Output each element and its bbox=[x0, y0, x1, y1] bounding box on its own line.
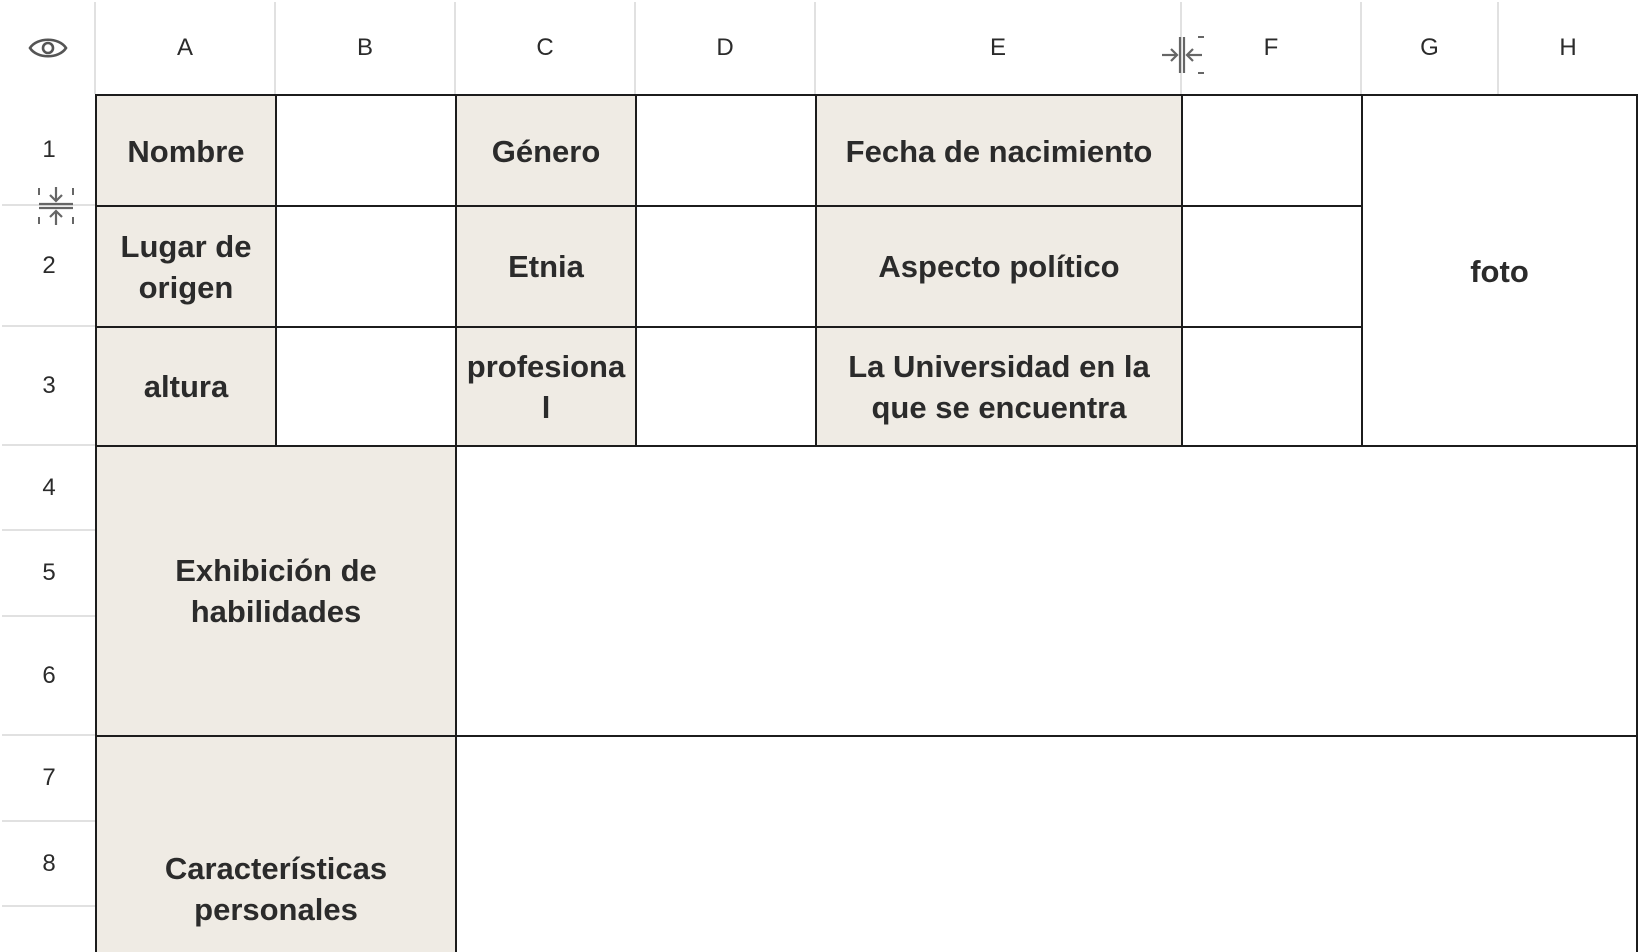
column-header-f[interactable]: F bbox=[1182, 2, 1362, 94]
cell-d1[interactable] bbox=[636, 96, 816, 206]
cell-a4-habilidades[interactable]: Exhibición de habilidades bbox=[96, 446, 456, 736]
cell-b2[interactable] bbox=[276, 206, 456, 327]
row-resize-icon[interactable] bbox=[36, 186, 76, 226]
row-header-2[interactable]: 2 bbox=[2, 206, 96, 327]
grid-line bbox=[95, 94, 1638, 96]
row-header-5[interactable]: 5 bbox=[2, 531, 96, 617]
cell-c1-genero[interactable]: Género bbox=[456, 96, 636, 206]
column-header-h[interactable]: H bbox=[1559, 34, 1577, 61]
cell-d3[interactable] bbox=[636, 327, 816, 446]
column-header-e[interactable]: E bbox=[816, 2, 1182, 94]
column-header-d[interactable]: D bbox=[636, 2, 816, 94]
grid-line bbox=[95, 445, 1638, 447]
cell-a7-caracteristicas[interactable]: Características personales bbox=[96, 736, 456, 952]
grid-line bbox=[95, 326, 1363, 328]
column-header-b[interactable]: B bbox=[276, 2, 456, 94]
cell-f2[interactable] bbox=[1182, 206, 1362, 327]
cell-e2-aspecto-politico[interactable]: Aspecto político bbox=[816, 206, 1182, 327]
cell-b1[interactable] bbox=[276, 96, 456, 206]
cell-d2[interactable] bbox=[636, 206, 816, 327]
cell-e1-fecha-nacimiento[interactable]: Fecha de nacimiento bbox=[816, 96, 1182, 206]
grid-line bbox=[95, 94, 97, 952]
grid-line bbox=[95, 205, 1363, 207]
grid-line bbox=[815, 94, 817, 446]
row-header-8[interactable]: 8 bbox=[2, 822, 96, 907]
cell-e3-universidad[interactable]: La Universidad en la que se encuentra bbox=[816, 327, 1182, 446]
column-resize-icon[interactable] bbox=[1160, 34, 1204, 76]
cell-a3-altura[interactable]: altura bbox=[96, 327, 276, 446]
cell-a1-nombre[interactable]: Nombre bbox=[96, 96, 276, 206]
cell-a2-lugar-origen[interactable]: Lugar de origen bbox=[96, 206, 276, 327]
cell-c4-habilidades-value[interactable] bbox=[456, 446, 1637, 736]
cell-f3[interactable] bbox=[1182, 327, 1362, 446]
column-header-g[interactable]: G bbox=[1362, 2, 1499, 94]
column-header-c[interactable]: C bbox=[456, 2, 636, 94]
cell-f1[interactable] bbox=[1182, 96, 1362, 206]
grid-line bbox=[635, 94, 637, 446]
grid-line bbox=[275, 94, 277, 446]
grid-line bbox=[95, 735, 1638, 737]
visibility-toggle[interactable] bbox=[2, 2, 96, 94]
grid-line bbox=[1636, 94, 1638, 952]
cell-b3[interactable] bbox=[276, 327, 456, 446]
grid-line bbox=[1361, 94, 1363, 446]
cell-g1-foto[interactable]: foto bbox=[1362, 96, 1637, 446]
column-header-a[interactable]: A bbox=[96, 2, 276, 94]
row-header-6[interactable]: 6 bbox=[2, 617, 96, 736]
row-header-1[interactable]: 1 bbox=[2, 96, 96, 206]
row-header-3[interactable]: 3 bbox=[2, 327, 96, 446]
cell-c7-caracteristicas-value[interactable] bbox=[456, 736, 1637, 952]
grid-line bbox=[455, 94, 457, 952]
eye-icon[interactable] bbox=[28, 34, 68, 62]
row-header-4[interactable]: 4 bbox=[2, 446, 96, 531]
cell-c3-profesional[interactable]: profesional bbox=[456, 327, 636, 446]
cell-c2-etnia[interactable]: Etnia bbox=[456, 206, 636, 327]
row-header-7[interactable]: 7 bbox=[2, 736, 96, 822]
grid-line bbox=[1181, 94, 1183, 446]
